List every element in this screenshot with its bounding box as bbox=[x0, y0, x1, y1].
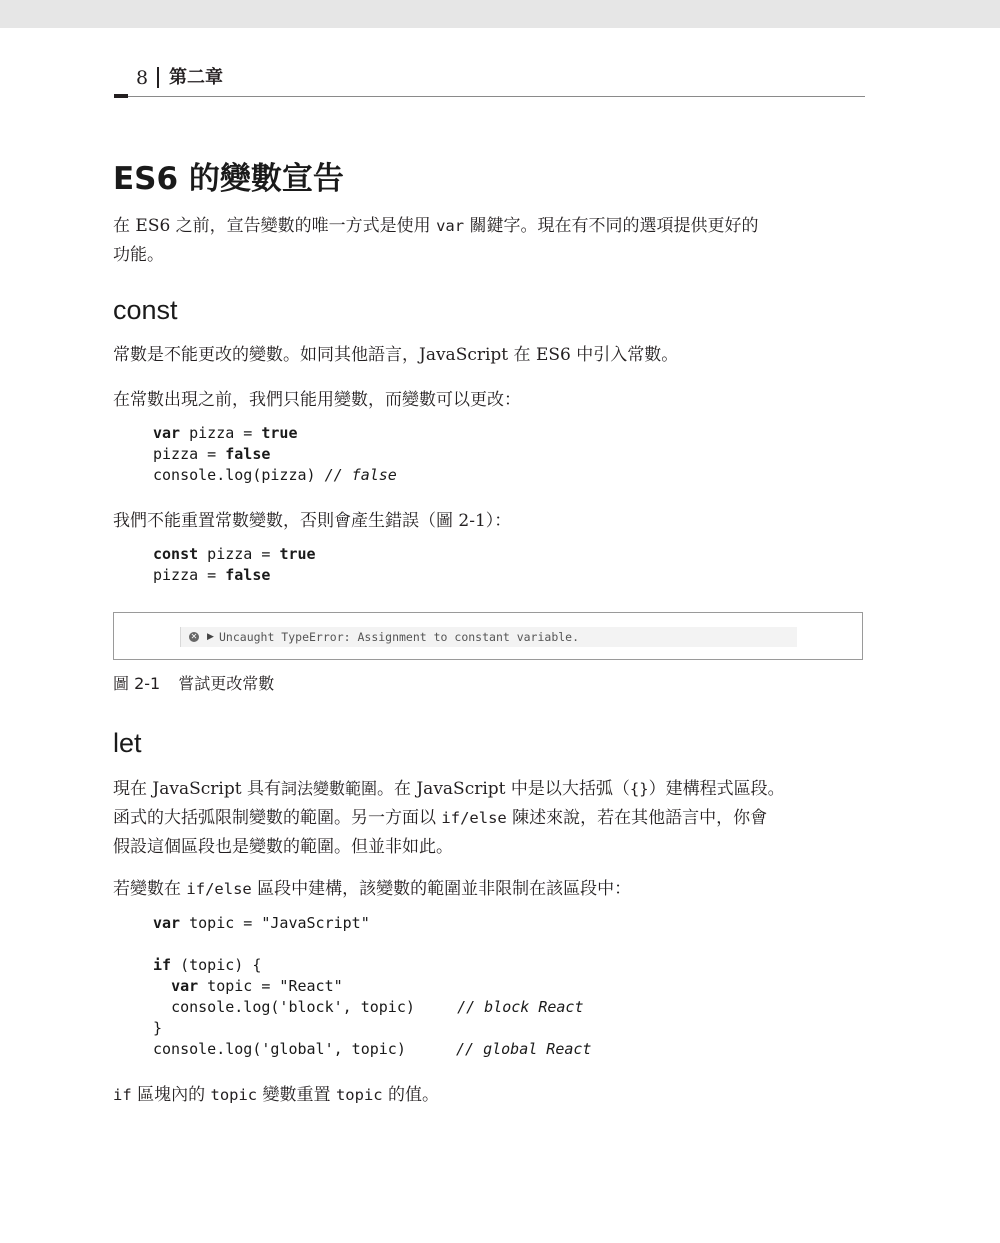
inline-code: {} bbox=[629, 780, 649, 798]
code-block-const bbox=[153, 544, 316, 586]
text: 若變數在 bbox=[113, 879, 187, 899]
code-keyword: true bbox=[261, 424, 298, 442]
code-text: console.log(pizza) bbox=[153, 466, 325, 484]
let-paragraph-3 bbox=[113, 1081, 867, 1110]
text: 變數重置 bbox=[257, 1085, 336, 1105]
header-rule bbox=[114, 96, 865, 97]
page-header bbox=[114, 66, 865, 98]
let-paragraph-1 bbox=[113, 774, 867, 862]
code-text: pizza = bbox=[153, 566, 226, 584]
inline-code: var bbox=[436, 217, 465, 235]
code-text: pizza = bbox=[198, 545, 280, 563]
intro-text: 關鍵字。現在有不同的選項提供更好的 bbox=[464, 216, 759, 236]
text: ）建構程式區段。 bbox=[648, 779, 785, 799]
intro-text: 功能。 bbox=[113, 245, 164, 265]
expand-triangle-icon: ▶ bbox=[207, 632, 214, 642]
code-keyword: if bbox=[153, 956, 172, 974]
code-block-topic bbox=[153, 913, 591, 1060]
figure-caption bbox=[113, 673, 274, 695]
code-text: console.log('global', topic) bbox=[153, 1040, 406, 1058]
code-text: topic = "React" bbox=[198, 977, 343, 995]
code-keyword: var bbox=[153, 914, 181, 932]
section-heading-const: const bbox=[113, 295, 178, 325]
let-paragraph-2 bbox=[113, 875, 867, 904]
text: 。在 JavaScript 中是以大括弧（ bbox=[376, 779, 630, 799]
text: 區段中建構，該變數的範圍並非限制在該區段中： bbox=[251, 879, 632, 899]
inline-code: topic bbox=[210, 1086, 258, 1104]
code-comment: // false bbox=[324, 466, 397, 484]
const-paragraph-3: 我們不能重置常數變數，否則會產生錯誤（圖 2-1）： bbox=[113, 511, 512, 531]
header-mark bbox=[114, 94, 128, 98]
code-keyword: true bbox=[279, 545, 316, 563]
console-error-line bbox=[180, 627, 797, 647]
figure-caption-text: 嘗試更改常數 bbox=[178, 674, 275, 693]
inline-code: if bbox=[113, 1086, 132, 1104]
code-keyword: const bbox=[153, 545, 199, 563]
code-block-var bbox=[153, 423, 397, 486]
inline-code: if/else bbox=[441, 809, 507, 827]
intro-text: 在 ES6 之前，宣告變數的唯一方式是使用 bbox=[113, 216, 437, 236]
code-text: console.log('block', topic) bbox=[171, 998, 415, 1016]
figure-number: 圖 2-1 bbox=[113, 674, 161, 693]
inline-code: topic bbox=[335, 1086, 383, 1104]
text: 現在 JavaScript 具有 bbox=[113, 779, 281, 799]
code-keyword: var bbox=[171, 977, 199, 995]
header-separator bbox=[157, 67, 159, 88]
text: 假設這個區段也是變數的範圍。但並非如此。 bbox=[113, 837, 453, 857]
page-number: 8 bbox=[136, 67, 149, 89]
code-text: (topic) { bbox=[171, 956, 262, 974]
code-keyword: false bbox=[225, 566, 271, 584]
text: 陳述來說，若在其他語言中，你會 bbox=[506, 808, 768, 828]
chapter-label: 第二章 bbox=[169, 67, 223, 88]
text: 的值。 bbox=[382, 1085, 440, 1105]
code-text: topic = "JavaScript" bbox=[180, 914, 370, 932]
code-text: pizza = bbox=[180, 424, 262, 442]
inline-code: if/else bbox=[186, 880, 252, 898]
text: 區塊內的 bbox=[131, 1085, 211, 1105]
intro-paragraph bbox=[113, 212, 867, 270]
figure-console-screenshot bbox=[113, 612, 863, 660]
page-title: ES6 的變數宣告 bbox=[113, 161, 344, 197]
const-paragraph-2: 在常數出現之前，我們只能用變數，而變數可以更改： bbox=[113, 390, 521, 410]
code-text: pizza = bbox=[153, 445, 226, 463]
error-circle-icon: ✕ bbox=[190, 632, 198, 641]
text: 函式的大括弧限制變數的範圍。另一方面以 bbox=[113, 808, 442, 828]
emphasis-term: 詞法變數範圍 bbox=[280, 779, 377, 798]
top-bar bbox=[0, 0, 1000, 28]
const-paragraph-1: 常數是不能更改的變數。如同其他語言，JavaScript 在 ES6 中引入常數。 bbox=[113, 345, 679, 365]
code-keyword: false bbox=[225, 445, 271, 463]
console-error-text: Uncaught TypeError: Assignment to constant variable. bbox=[219, 630, 580, 644]
code-comment: // global React bbox=[456, 1040, 592, 1058]
code-comment: // block React bbox=[457, 998, 584, 1016]
code-keyword: var bbox=[153, 424, 181, 442]
code-text: } bbox=[153, 1019, 163, 1037]
section-heading-let: let bbox=[113, 728, 142, 758]
